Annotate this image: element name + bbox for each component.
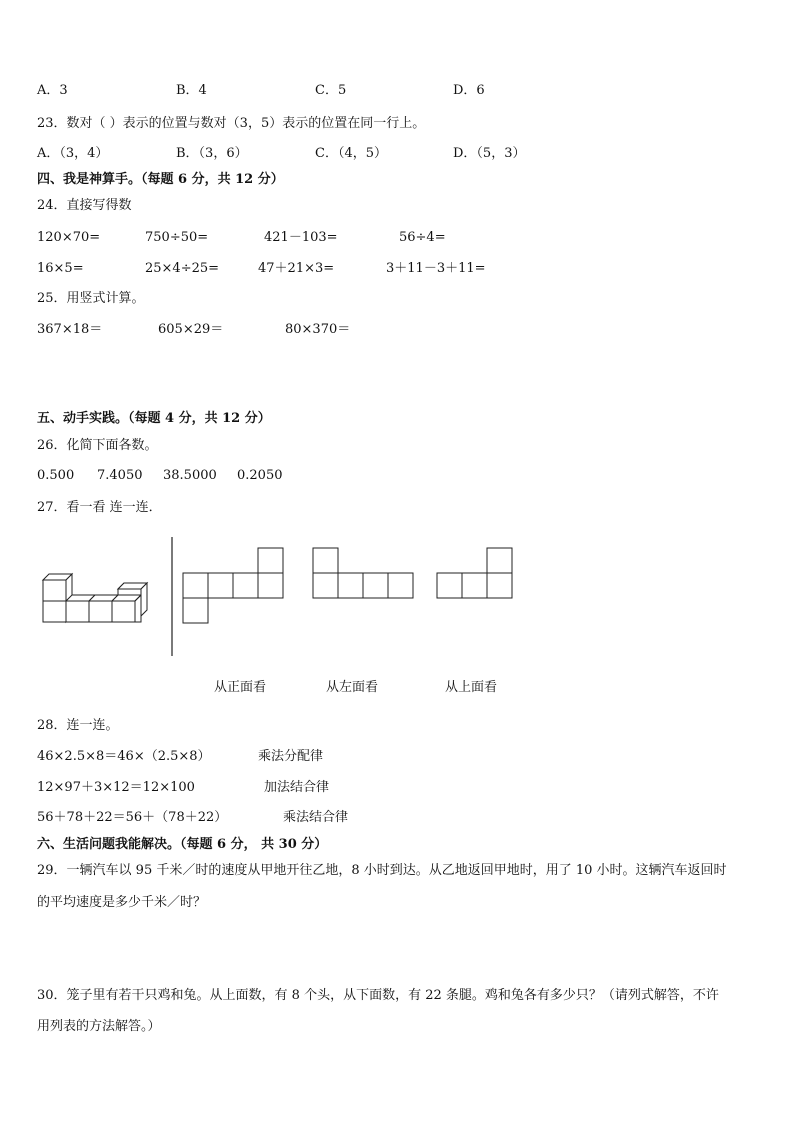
section-6-title: 六、生活问题我能解决。（每题 6 分， 共 30 分） [37,837,328,852]
q26-number: 7.4050 [97,468,143,483]
view-shape-2 [312,547,414,600]
q27-stem: 27．看一看 连一连． [37,500,162,515]
q30-line-2: 用列表的方法解答。） [37,1019,161,1034]
q22-option-a: A．3 [37,83,68,98]
q22-option-d: D．6 [453,83,485,98]
q26-number: 0.500 [37,468,75,483]
q28-left-item: 56＋78＋22＝56＋（78＋22） [37,810,228,825]
q24-item: 3＋11－3＋11= [386,261,486,276]
view-label-top: 从上面看 [445,680,498,695]
q22-option-c: C．5 [315,83,347,98]
q24-item: 56÷4= [399,230,446,245]
view-label-front: 从正面看 [214,680,267,695]
cube-solid-figure [38,568,158,626]
divider-line [170,537,174,657]
q24-item: 120×70= [37,230,101,245]
q28-right-item: 乘法分配律 [258,749,324,764]
q24-stem: 24．直接写得数 [37,198,132,213]
q26-number: 38.5000 [163,468,217,483]
view-shape-3 [436,547,514,600]
q23-option-c: C．（4，5） [315,146,387,161]
q23-option-b: B．（3，6） [176,146,248,161]
q26-stem: 26．化简下面各数。 [37,438,158,453]
q29-line-2: 的平均速度是多少千米／时？ [37,895,207,910]
q30-line-1: 30．笼子里有若干只鸡和兔。从上面数，有 8 个头，从下面数，有 22 条腿。鸡和兔各有多少只？（请列式解答，不许 [37,988,719,1003]
q26-number: 0.2050 [237,468,283,483]
q23-option-a: A．（3，4） [37,146,109,161]
q25-item: 80×370＝ [285,322,351,337]
q28-right-item: 乘法结合律 [283,810,349,825]
q25-stem: 25．用竖式计算。 [37,291,145,306]
q28-stem: 28．连一连。 [37,718,119,733]
section-5-title: 五、动手实践。（每题 4 分，共 12 分） [37,411,271,426]
q24-item: 47＋21×3= [258,261,335,276]
q23-stem: 23．数对（ ）表示的位置与数对（3，5）表示的位置在同一行上。 [37,116,426,131]
q24-item: 421－103= [264,230,338,245]
q28-left-item: 12×97＋3×12＝12×100 [37,780,195,795]
q22-option-b: B．4 [176,83,207,98]
view-shape-1 [182,547,284,625]
q24-item: 16×5= [37,261,84,276]
q23-option-d: D．（5，3） [453,146,526,161]
q25-item: 605×29＝ [158,322,224,337]
q25-item: 367×18＝ [37,322,103,337]
q24-item: 750÷50= [145,230,209,245]
q29-line-1: 29．一辆汽车以 95 千米／时的速度从甲地开往乙地，8 小时到达。从乙地返回甲地时，用了 10 小时。这辆汽车返回时 [37,863,727,878]
section-4-title: 四、我是神算手。（每题 6 分，共 12 分） [37,172,284,187]
q28-left-item: 46×2.5×8＝46×（2.5×8） [37,749,211,764]
view-label-left: 从左面看 [326,680,379,695]
q28-right-item: 加法结合律 [264,780,330,795]
q24-item: 25×4÷25= [145,261,220,276]
